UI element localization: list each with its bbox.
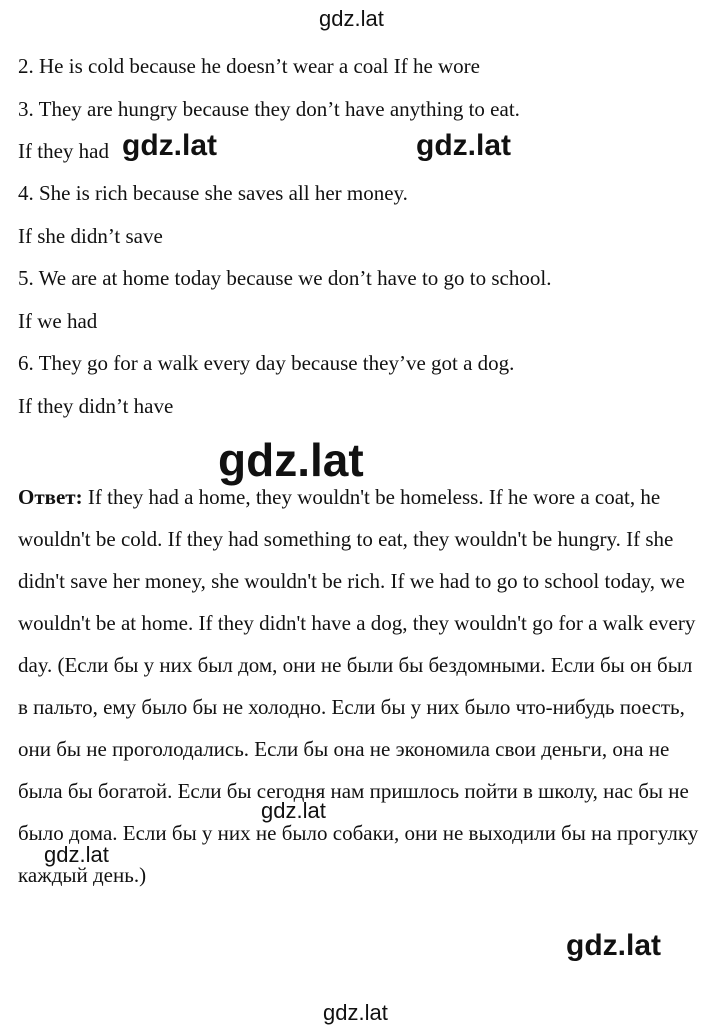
exercise-line-3: 3. They are hungry because they don’t have anything to eat. <box>18 97 520 121</box>
exercise-line-6-prompt: If they didn’t have <box>18 394 174 418</box>
watermark-top: gdz.lat <box>319 6 384 31</box>
watermark-middle-small: gdz.lat <box>261 798 326 823</box>
answer-text: If they had a home, they wouldn't be homeless. If he wore a coat, he wouldn't be cold. If they had something to eat, they wouldn't be hungry. If she didn't save her money, she wouldn't be rich. If we had to go to school today, we wouldn't be at home. If they didn't have a dog, they wouldn't go for a walk every day. (Если бы у них был дом, они не были бы бездомными. Если бы он был в пальто, ему было бы не холодно. Если бы у них было что-нибудь поесть, они бы не проголодались. Если бы она не экономила свои деньги, она не была бы богатой. Если бы сегодня нам пришлось пойти в школу, нас бы не было дома. Если бы у них не было собаки, они не выходили бы на прогулку каждый день.) <box>18 485 699 887</box>
watermark-center-big: gdz.lat <box>218 434 364 486</box>
watermark-bottom: gdz.lat <box>323 1000 388 1025</box>
watermark-line3-left: gdz.lat <box>122 129 217 162</box>
answer-label: Ответ: <box>18 485 83 509</box>
exercise-line-3-prompt: If they had <box>18 139 109 163</box>
exercise-line-2: 2. He is cold because he doesn’t wear a coal If he wore <box>18 54 480 78</box>
watermark-line3-right: gdz.lat <box>416 129 511 162</box>
exercise-line-6: 6. They go for a walk every day because they’ve got a dog. <box>18 351 515 375</box>
exercise-line-4-prompt: If she didn’t save <box>18 224 163 248</box>
watermark-bottom-right: gdz.lat <box>566 929 661 962</box>
watermark-left-small: gdz.lat <box>44 842 109 867</box>
exercise-line-4: 4. She is rich because she saves all her money. <box>18 181 408 205</box>
exercise-line-5: 5. We are at home today because we don’t have to go to school. <box>18 266 552 290</box>
exercise-line-5-prompt: If we had <box>18 309 98 333</box>
answer-block <box>18 476 702 896</box>
